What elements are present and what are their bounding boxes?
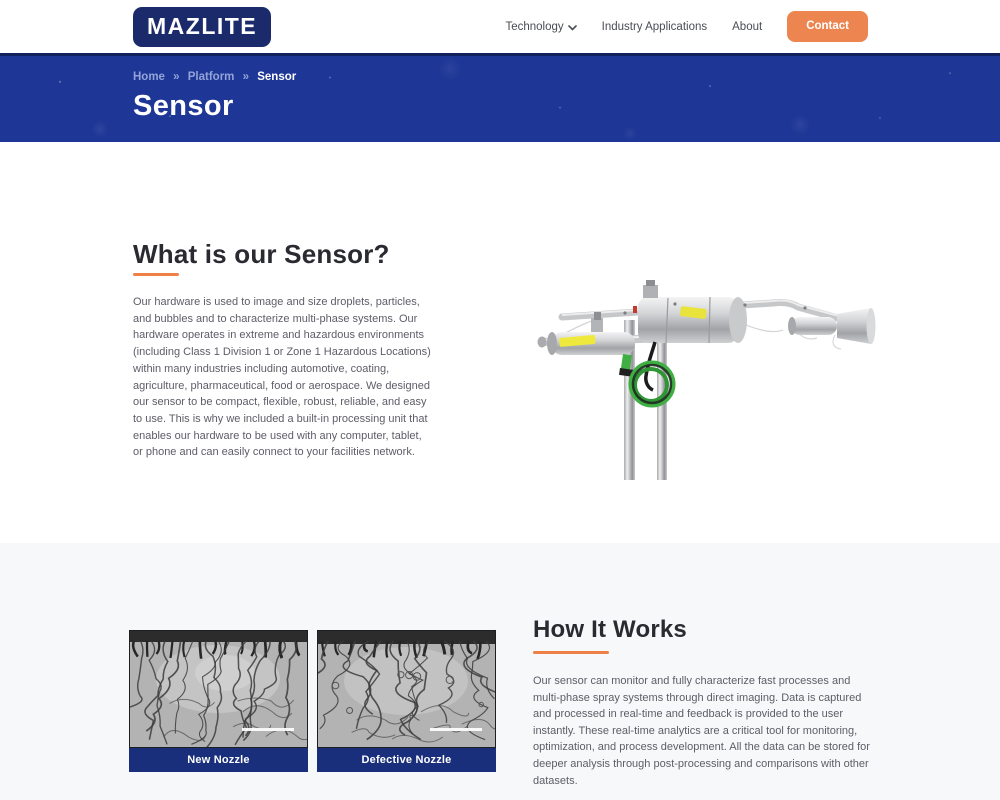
sensor-hardware-image [505,280,900,480]
nav-about[interactable] [732,21,762,33]
breadcrumb-platform[interactable]: Platform [187,71,235,83]
contact-button[interactable]: Contact [787,11,868,42]
nozzle-figures [129,630,496,772]
breadcrumb-home[interactable]: Home [133,71,165,83]
page-title: Sensor [133,90,234,122]
what-is-sensor-heading: What is our Sensor? [133,239,390,269]
nav-about-label: About [732,20,763,33]
breadcrumb-current: Sensor [257,71,297,83]
nav-technology[interactable] [505,21,576,33]
chevron-down-icon [568,25,577,31]
mazlite-logo[interactable] [133,7,271,47]
new-nozzle-image [129,630,308,748]
how-it-works-section [0,543,1000,800]
heading-accent-bar [533,651,609,654]
nav-industry-applications-label: Industry Applications [601,20,708,33]
logo-text: MAZLITE [147,12,258,39]
figure-caption: New Nozzle [129,748,308,772]
hero-banner [0,53,1000,142]
breadcrumb [133,71,1000,83]
site-header [0,0,1000,53]
what-is-sensor-body: Our hardware is used to image and size droplets, particles, and bubbles and to characterize multi-phase systems. Our hardware operates in extreme and hazardous environments (including Class 1 Division 1 or Zone 1 Hazardous Locations) within many industries including automotive, coating, agriculture, pharmaceutical, food or aerospace. We designed our sensor to be compact, flexible, robust, reliable, and easy to use. This is why we included a built-in processing unit that enables our hardware to be used with any computer, tablet, or phone and can easily connect to your facilities network. [133,296,431,459]
nav-industry-applications[interactable] [602,21,707,33]
how-it-works-body: Our sensor can monitor and fully characterize fast processes and multi-phase spray systems through direct imaging. Data is captured and processed in real-time and feedback is provided to the user instantly. These real-time analytics are a critical tool for monitoring, optimization, and process development. All the data can be stored for deeper analysis through post-processing and comparisons with other datasets. [533,675,870,787]
figure-caption: Defective Nozzle [317,748,496,772]
what-is-sensor-section [0,142,1000,543]
defective-nozzle-image [317,630,496,748]
defective-nozzle-figure [317,630,496,772]
heading-accent-bar [133,273,179,276]
how-it-works-heading: How It Works [533,616,687,643]
breadcrumb-separator: » [173,71,180,83]
breadcrumb-separator: » [242,71,250,83]
new-nozzle-figure [129,630,308,772]
main-nav [505,11,868,42]
nav-technology-label: Technology [505,20,564,33]
